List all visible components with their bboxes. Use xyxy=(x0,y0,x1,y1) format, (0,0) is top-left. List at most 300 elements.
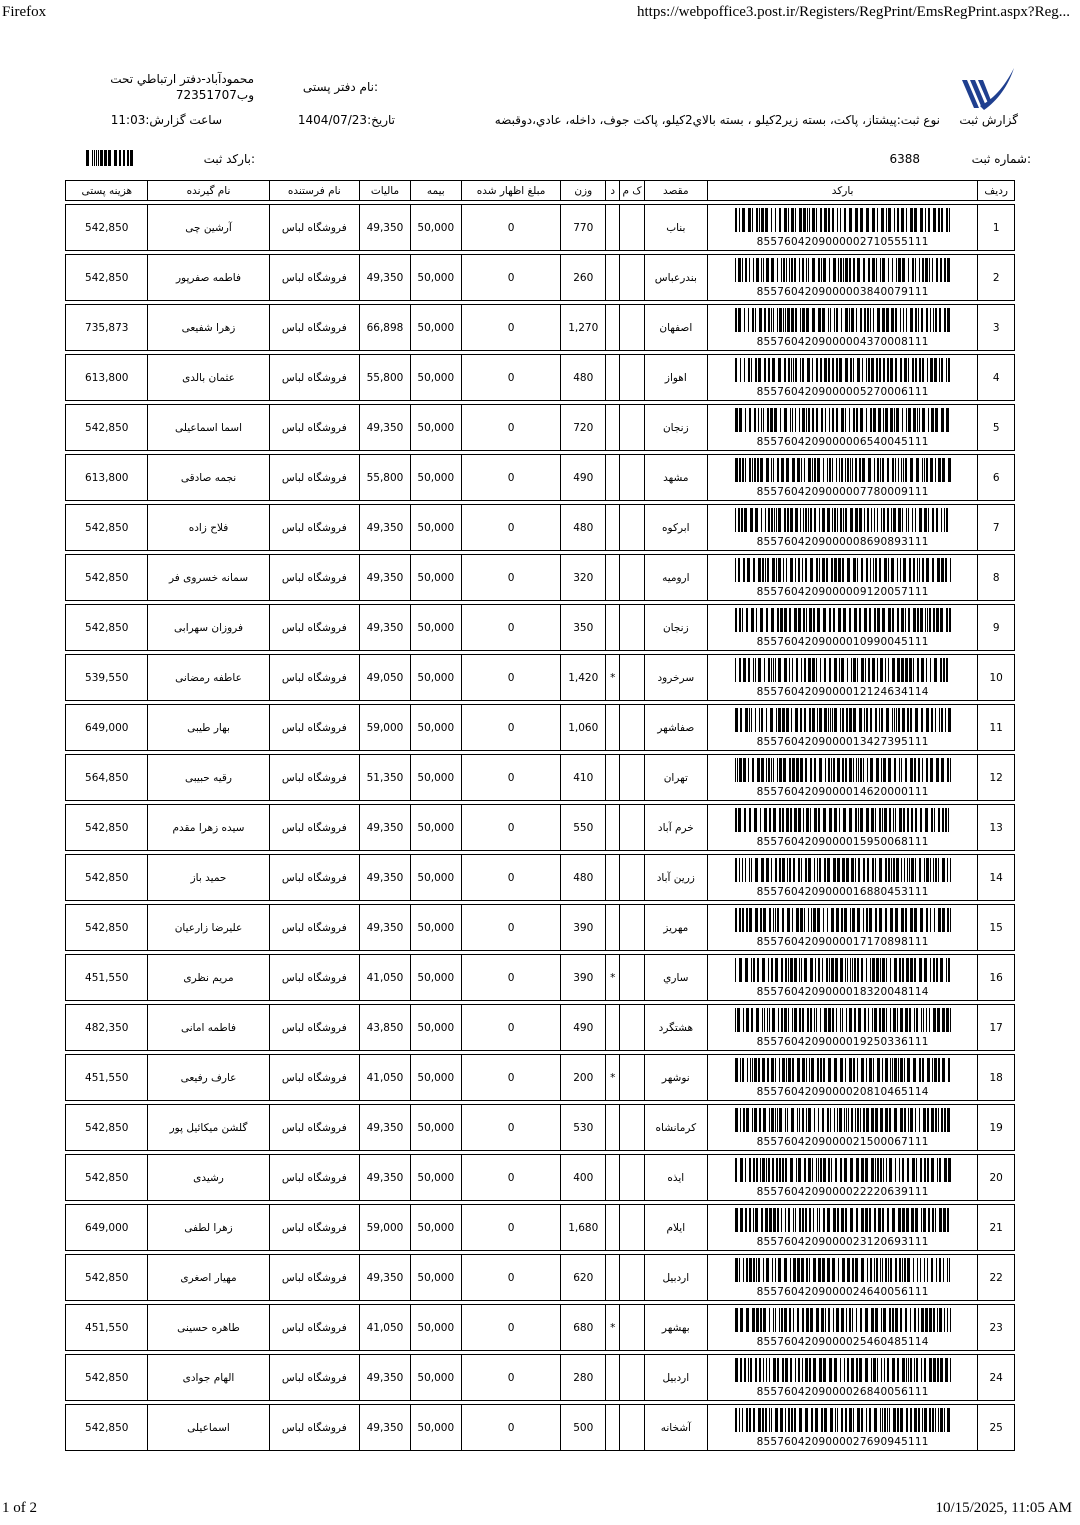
km-cell xyxy=(620,1055,644,1101)
barcode-bar xyxy=(735,758,736,782)
declared-amount: 0 xyxy=(461,1305,561,1351)
barcode-bar xyxy=(912,358,914,382)
destination: خرم آباد xyxy=(644,805,707,851)
barcode-bar xyxy=(779,1108,782,1132)
tax: 43,850 xyxy=(360,1005,411,1051)
barcode-bar xyxy=(879,358,881,382)
barcode-bar xyxy=(784,408,787,432)
barcode-bar xyxy=(930,658,931,682)
receiver-name: زهرا شفیعی xyxy=(148,305,269,351)
barcode-bar xyxy=(818,258,820,282)
barcode-cell xyxy=(707,705,978,751)
barcode-bar xyxy=(763,408,764,432)
barcode-bar xyxy=(802,258,804,282)
barcode-bar xyxy=(914,1308,916,1332)
barcode-bar xyxy=(738,508,740,532)
barcode-bar xyxy=(828,358,830,382)
barcode-cell xyxy=(707,305,978,351)
col-insurance: بیمه xyxy=(410,181,461,201)
postage-cost: 735,873 xyxy=(66,305,148,351)
barcode-bar xyxy=(940,1408,943,1432)
barcode-bar xyxy=(791,708,792,732)
barcode-bar xyxy=(766,458,769,482)
barcode-bar xyxy=(866,408,867,432)
barcode-bar xyxy=(820,1008,821,1032)
barcode-bar xyxy=(846,1308,847,1332)
barcode-bar xyxy=(781,1208,782,1232)
km-cell xyxy=(620,255,644,301)
barcode-bar xyxy=(913,1258,914,1282)
barcode-bar xyxy=(768,358,770,382)
barcode-bar xyxy=(895,1258,897,1282)
barcode-bar xyxy=(879,808,881,832)
barcode-bar xyxy=(884,808,887,832)
table-row xyxy=(66,1355,1015,1401)
barcode-bar xyxy=(771,458,772,482)
barcode-bar xyxy=(776,508,777,532)
barcode-bar xyxy=(922,1408,923,1432)
receiver-name: سمانه خسروی فر xyxy=(148,555,269,601)
barcode-bar xyxy=(814,458,816,482)
barcode-cell xyxy=(707,655,978,701)
barcode-bar xyxy=(777,1108,778,1132)
tax: 55,800 xyxy=(360,455,411,501)
col-sender: نام فرستنده xyxy=(269,181,360,201)
barcode-bar xyxy=(766,708,767,732)
receiver-name: مریم نظری xyxy=(148,955,269,1001)
barcode-bar xyxy=(946,358,947,382)
barcode-bar xyxy=(869,1208,871,1232)
barcode-bar xyxy=(917,658,919,682)
barcode-bar xyxy=(740,1058,741,1082)
barcode-bar xyxy=(871,1308,874,1332)
barcode-bar xyxy=(894,408,895,432)
col-barcode: بارکد xyxy=(707,181,978,201)
declared-amount: 0 xyxy=(461,255,561,301)
barcode-bar xyxy=(910,708,912,732)
barcode-bar xyxy=(842,1258,845,1282)
table-row xyxy=(66,555,1015,601)
sender-name: فروشگاه لباس xyxy=(269,655,360,701)
barcode-bar xyxy=(746,1258,748,1282)
barcode-bar xyxy=(735,1208,738,1232)
barcode-bar xyxy=(778,658,781,682)
tax: 55,800 xyxy=(360,355,411,401)
sender-name: فروشگاه لباس xyxy=(269,1155,360,1201)
barcode-bar xyxy=(947,1408,950,1432)
barcode-bar xyxy=(829,808,832,832)
barcode-bar xyxy=(921,1358,922,1382)
barcode-bar xyxy=(930,308,931,332)
barcode-bar xyxy=(882,458,884,482)
barcode-bar xyxy=(778,1258,781,1282)
barcode-bar xyxy=(950,1358,951,1382)
barcode-graphic xyxy=(735,258,951,282)
barcode-bar xyxy=(890,408,893,432)
barcode-bar xyxy=(780,1408,783,1432)
barcode-bar xyxy=(936,608,939,632)
sender-name: فروشگاه لباس xyxy=(269,1255,360,1301)
barcode-bar xyxy=(818,958,820,982)
barcode-bar xyxy=(747,1058,748,1082)
barcode-bar xyxy=(859,508,862,532)
barcode-bar xyxy=(852,908,855,932)
barcode-bar xyxy=(830,1408,833,1432)
receiver-name: فلاح زاده xyxy=(148,505,269,551)
barcode-bar xyxy=(934,808,935,832)
barcode-bar xyxy=(777,608,779,632)
barcode-bar xyxy=(800,758,803,782)
barcode-bar xyxy=(824,1408,827,1432)
barcode-bar xyxy=(825,408,826,432)
barcode-bar xyxy=(925,208,926,232)
barcode-bar xyxy=(947,858,948,882)
barcode-bar xyxy=(829,958,830,982)
barcode-bar xyxy=(761,708,763,732)
barcode-bar xyxy=(845,1208,847,1232)
barcode-bar xyxy=(742,1408,743,1432)
barcode-bar xyxy=(794,608,797,632)
destination: ساري xyxy=(644,955,707,1001)
km-cell xyxy=(620,1355,644,1401)
km-cell xyxy=(620,1005,644,1051)
barcode-bar xyxy=(926,858,929,882)
barcode-bar xyxy=(897,208,899,232)
barcode-bar xyxy=(935,1108,937,1132)
barcode-bar xyxy=(766,1358,767,1382)
barcode-bar xyxy=(883,508,885,532)
sender-name: فروشگاه لباس xyxy=(269,905,360,951)
barcode-bar xyxy=(802,408,805,432)
barcode-bar xyxy=(938,1408,939,1432)
table-row xyxy=(66,1405,1015,1451)
office-name-line1: محمودآباد-دفتر ارتباطي تحت xyxy=(110,72,254,86)
barcode-bar xyxy=(923,1208,926,1232)
postage-cost: 542,850 xyxy=(66,205,148,251)
tax: 66,898 xyxy=(360,305,411,351)
destination: اصفهان xyxy=(644,305,707,351)
barcode-bar xyxy=(735,458,738,482)
weight: 550 xyxy=(561,805,606,851)
barcode-bar xyxy=(804,908,805,932)
barcode-bar xyxy=(893,858,895,882)
row-number: 7 xyxy=(978,505,1015,551)
barcode-cell xyxy=(707,805,978,851)
barcode-bar xyxy=(937,1308,938,1332)
barcode-bar xyxy=(851,308,854,332)
postage-cost: 539,550 xyxy=(66,655,148,701)
barcode-bar xyxy=(886,958,887,982)
barcode-bar xyxy=(881,1308,882,1332)
barcode-bar xyxy=(760,1308,762,1332)
km-cell xyxy=(620,505,644,551)
barcode-number: 8557604209000014620000111 xyxy=(756,785,929,798)
barcode-bar xyxy=(785,1358,788,1382)
barcode-bar xyxy=(735,508,736,532)
barcode-bar xyxy=(827,1108,829,1132)
barcode-bar xyxy=(759,308,762,332)
barcode-bar xyxy=(771,958,773,982)
barcode-bar xyxy=(745,958,748,982)
barcode-bar xyxy=(941,708,943,732)
barcode-bar xyxy=(841,408,844,432)
barcode-bar xyxy=(735,1258,738,1282)
barcode-bar xyxy=(796,1158,797,1182)
barcode-bar xyxy=(902,1258,903,1282)
barcode-bar xyxy=(794,1408,796,1432)
barcode-bar xyxy=(856,308,857,332)
barcode-bar xyxy=(895,308,897,332)
barcode-bar xyxy=(857,958,859,982)
barcode-bar xyxy=(859,458,861,482)
barcode-bar xyxy=(735,908,737,932)
barcode-bar xyxy=(860,308,862,332)
barcode-bar xyxy=(789,258,790,282)
barcode-bar xyxy=(858,808,859,832)
barcode-bar xyxy=(880,258,881,282)
barcode-bar xyxy=(920,208,923,232)
barcode-bar xyxy=(837,758,840,782)
barcode-bar xyxy=(875,558,877,582)
barcode-bar xyxy=(833,608,835,632)
table-row xyxy=(66,1255,1015,1301)
barcode-bar xyxy=(861,1158,864,1182)
receiver-name: زهرا لطفی xyxy=(148,1205,269,1251)
barcode-bar xyxy=(908,258,909,282)
barcode-bar xyxy=(936,1258,937,1282)
barcode-bar xyxy=(765,208,768,232)
barcode-bar xyxy=(769,908,771,932)
barcode-bar xyxy=(850,1158,853,1182)
barcode-bar xyxy=(884,1408,886,1432)
barcode-bar xyxy=(929,608,931,632)
barcode-bar xyxy=(947,758,949,782)
table-row xyxy=(66,355,1015,401)
barcode-bar xyxy=(857,908,860,932)
barcode-bar xyxy=(942,808,944,832)
barcode-bar xyxy=(857,658,858,682)
barcode-bar xyxy=(804,958,807,982)
barcode-bar xyxy=(949,608,951,632)
barcode-bar xyxy=(949,1258,950,1282)
barcode-bar xyxy=(820,1158,822,1182)
tax: 51,350 xyxy=(360,755,411,801)
barcode-bar xyxy=(764,658,765,682)
barcode-bar xyxy=(735,708,738,732)
barcode-bar xyxy=(836,458,837,482)
barcode-bar xyxy=(871,358,874,382)
barcode-bar xyxy=(920,1258,921,1282)
barcode-bar xyxy=(127,150,129,166)
barcode-bar xyxy=(855,508,858,532)
postage-cost: 542,850 xyxy=(66,805,148,851)
barcode-bar xyxy=(922,558,924,582)
barcode-bar xyxy=(892,1058,893,1082)
barcode-bar xyxy=(877,1158,879,1182)
barcode-bar xyxy=(788,1058,791,1082)
barcode-bar xyxy=(849,808,852,832)
barcode-bar xyxy=(851,858,854,882)
barcode-bar xyxy=(744,808,746,832)
barcode-bar xyxy=(920,1158,922,1182)
barcode-bar xyxy=(800,308,801,332)
col-postage: هزینه پستی xyxy=(66,181,148,201)
barcode-bar xyxy=(749,808,751,832)
receiver-name: الهام جوادی xyxy=(148,1355,269,1401)
barcode-bar xyxy=(881,508,882,532)
barcode-bar xyxy=(815,1408,818,1432)
barcode-bar xyxy=(769,1408,770,1432)
barcode-bar xyxy=(764,808,767,832)
postage-cost: 542,850 xyxy=(66,1105,148,1151)
col-km: ک م xyxy=(620,181,644,201)
barcode-bar xyxy=(766,258,769,282)
barcode-bar xyxy=(784,508,786,532)
barcode-bar xyxy=(753,258,754,282)
destination: اهواز xyxy=(644,355,707,401)
barcode-bar xyxy=(903,558,906,582)
barcode-bar xyxy=(906,1408,908,1432)
barcode-bar xyxy=(845,508,847,532)
destination: بناب xyxy=(644,205,707,251)
barcode-bar xyxy=(784,358,786,382)
barcode-bar xyxy=(806,308,809,332)
barcode-bar xyxy=(930,858,931,882)
barcode-bar xyxy=(756,1308,759,1332)
barcode-bar xyxy=(869,608,871,632)
barcode-bar xyxy=(788,358,790,382)
barcode-bar xyxy=(904,1108,906,1132)
barcode-bar xyxy=(896,258,897,282)
table-row xyxy=(66,705,1015,751)
barcode-bar xyxy=(824,1008,827,1032)
barcode-bar xyxy=(788,1008,789,1032)
barcode-bar xyxy=(776,1158,778,1182)
sender-name: فروشگاه لباس xyxy=(269,205,360,251)
barcode-bar xyxy=(918,1408,920,1432)
d-cell xyxy=(606,255,620,301)
barcode-bar xyxy=(840,1058,843,1082)
insurance: 50,000 xyxy=(410,1205,461,1251)
barcode-bar xyxy=(795,358,797,382)
km-cell xyxy=(620,605,644,651)
barcode-bar xyxy=(776,558,777,582)
registration-type: نوع ثبت:پیشتاز، پاکت، بسته زیر2کیلو ، بسته بالاي2کيلو، پاکت جوف، داخله، عادي،دوقبضه xyxy=(494,113,940,127)
barcode-bar xyxy=(893,508,896,532)
barcode-bar xyxy=(775,908,776,932)
barcode-bar xyxy=(902,1208,905,1232)
weight: 350 xyxy=(561,605,606,651)
barcode-bar xyxy=(825,758,826,782)
row-number: 2 xyxy=(978,255,1015,301)
barcode-bar xyxy=(866,1058,867,1082)
barcode-bar xyxy=(802,1358,803,1382)
d-cell xyxy=(606,705,620,751)
d-cell xyxy=(606,405,620,451)
barcode-bar xyxy=(866,558,868,582)
barcode-bar xyxy=(818,308,821,332)
barcode-bar xyxy=(740,358,741,382)
barcode-bar xyxy=(808,508,809,532)
barcode-bar xyxy=(804,458,805,482)
barcode-bar xyxy=(838,608,841,632)
barcode-bar xyxy=(827,908,828,932)
barcode-bar xyxy=(749,858,750,882)
barcode-bar xyxy=(755,658,756,682)
barcode-bar xyxy=(772,358,775,382)
barcode-bar xyxy=(858,858,860,882)
weight: 320 xyxy=(561,555,606,601)
barcode-bar xyxy=(855,458,857,482)
barcode-bar xyxy=(759,708,760,732)
tax: 49,350 xyxy=(360,205,411,251)
barcode-bar xyxy=(895,1158,896,1182)
barcode-bar xyxy=(938,808,940,832)
barcode-bar xyxy=(845,1058,846,1082)
barcode-bar xyxy=(921,1308,924,1332)
barcode-bar xyxy=(803,208,806,232)
postage-cost: 542,850 xyxy=(66,255,148,301)
barcode-bar xyxy=(832,358,834,382)
barcode-bar xyxy=(817,858,818,882)
barcode-number: 8557604209000010990045111 xyxy=(756,635,929,648)
barcode-bar xyxy=(884,1358,885,1382)
barcode-bar xyxy=(808,1158,811,1182)
barcode-bar xyxy=(778,1008,779,1032)
barcode-bar xyxy=(875,908,877,932)
barcode-bar xyxy=(755,1208,758,1232)
barcode-bar xyxy=(902,508,903,532)
barcode-bar xyxy=(869,908,872,932)
barcode-bar xyxy=(948,808,949,832)
barcode-bar xyxy=(811,908,812,932)
barcode-bar xyxy=(903,808,905,832)
barcode-bar xyxy=(890,358,893,382)
barcode-bar xyxy=(855,208,858,232)
barcode-bar xyxy=(870,558,871,582)
barcode-bar xyxy=(880,458,881,482)
barcode-bar xyxy=(891,558,894,582)
barcode-bar xyxy=(799,1208,801,1232)
row-number: 24 xyxy=(978,1355,1015,1401)
barcode-bar xyxy=(942,908,945,932)
barcode-bar xyxy=(943,1208,946,1232)
barcode-bar xyxy=(813,608,815,632)
barcode-graphic xyxy=(735,758,951,782)
barcode-bar xyxy=(771,258,774,282)
barcode-bar xyxy=(920,808,922,832)
barcode-bar xyxy=(837,1408,838,1432)
barcode-number: 8557604209000017170898111 xyxy=(756,935,929,948)
barcode-bar xyxy=(884,558,887,582)
insurance: 50,000 xyxy=(410,805,461,851)
barcode-bar xyxy=(809,1358,811,1382)
barcode-bar xyxy=(840,958,843,982)
barcode-bar xyxy=(907,1158,909,1182)
barcode-bar xyxy=(946,508,948,532)
barcode-bar xyxy=(888,1258,889,1282)
barcode-bar xyxy=(890,1058,891,1082)
barcode-bar xyxy=(824,858,826,882)
barcode-graphic xyxy=(735,558,951,582)
barcode-bar xyxy=(919,408,920,432)
barcode-bar xyxy=(751,858,752,882)
col-destination: مقصد xyxy=(644,181,707,201)
barcode-bar xyxy=(793,358,794,382)
barcode-bar xyxy=(735,1058,738,1082)
barcode-bar xyxy=(847,658,848,682)
barcode-bar xyxy=(812,358,813,382)
